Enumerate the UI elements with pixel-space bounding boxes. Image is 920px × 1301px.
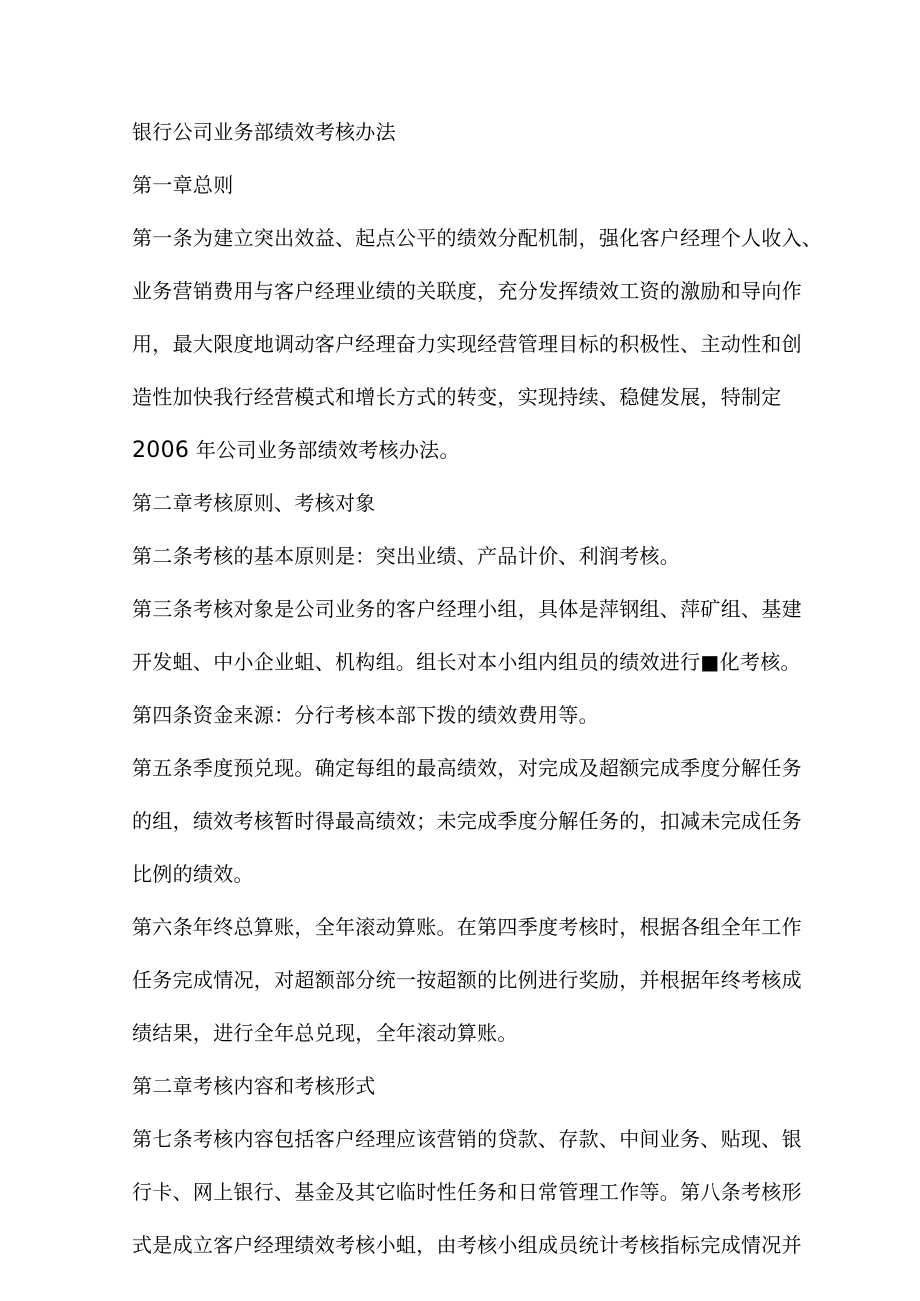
article-5-line: 的组，绩效考核暂时得最高绩效；未完成季度分解任务的，扣减未完成任务 (132, 809, 802, 833)
article-1-tail: 年公司业务部绩效考核办法。 (189, 438, 460, 462)
article-7-line: 式是成立客户经理绩效考核小蛆，由考核小组成员统计考核指标完成情况并 (132, 1233, 802, 1257)
document-title: 银行公司业务部绩效考核办法 (132, 120, 396, 144)
article-6-line: 任务完成情况，对超额部分统一按超额的比例进行奖励，并根据年终考核成 (132, 968, 802, 992)
article-3-line: 第三条考核对象是公司业务的客户经理小组，具体是萍钢组、萍矿组、基建 (132, 597, 802, 621)
article-6-line: 绩结果，进行全年总兑现，全年滚动算账。 (132, 1021, 518, 1045)
article-7-line: 行卡、网上银行、基金及其它临时性任务和日常管理工作等。第八条考核形 (132, 1180, 802, 1204)
article-2-line: 第二条考核的基本原则是：突出业绩、产品计价、利润考核。 (132, 544, 681, 568)
chapter-heading: 第一章总则 (132, 173, 234, 197)
year-number: 2006 (132, 438, 190, 463)
chapter-heading: 第二章考核内容和考核形式 (132, 1074, 376, 1098)
article-1-line: 用，最大限度地调动客户经理奋力实现经营管理目标的积极性、主动性和创 (132, 332, 802, 356)
article-1-line (132, 430, 808, 470)
article-5-line: 比例的绩效。 (132, 862, 254, 886)
article-7-line: 第七条考核内容包括客户经理应该营销的贷款、存款、中间业务、贴现、银 (132, 1127, 802, 1151)
chapter-heading: 第二章考核原则、考核对象 (132, 491, 376, 515)
article-4-line: 第四条资金来源：分行考核本部下拨的绩效费用等。 (132, 703, 599, 727)
article-3-line: 开发蛆、中小企业蛆、机构组。组长对本小组内组员的绩效进行■化考核。 (132, 650, 801, 674)
article-1-line: 造性加快我行经营模式和增长方式的转变，实现持续、稳健发展，特制定 (132, 385, 782, 409)
article-1-line: 第一条为建立突出效益、起点公平的绩效分配机制，强化客户经理个人收入、 (132, 226, 823, 250)
article-6-line: 第六条年终总算账，全年滚动算账。在第四季度考核时，根据各组全年工作 (132, 915, 802, 939)
document-body (132, 112, 823, 1265)
article-5-line: 第五条季度预兑现。确定每组的最高绩效，对完成及超额完成季度分解任务 (132, 756, 802, 780)
article-1-line: 业务营销费用与客户经理业绩的关联度，充分发挥绩效工资的激励和导向作 (132, 279, 802, 303)
